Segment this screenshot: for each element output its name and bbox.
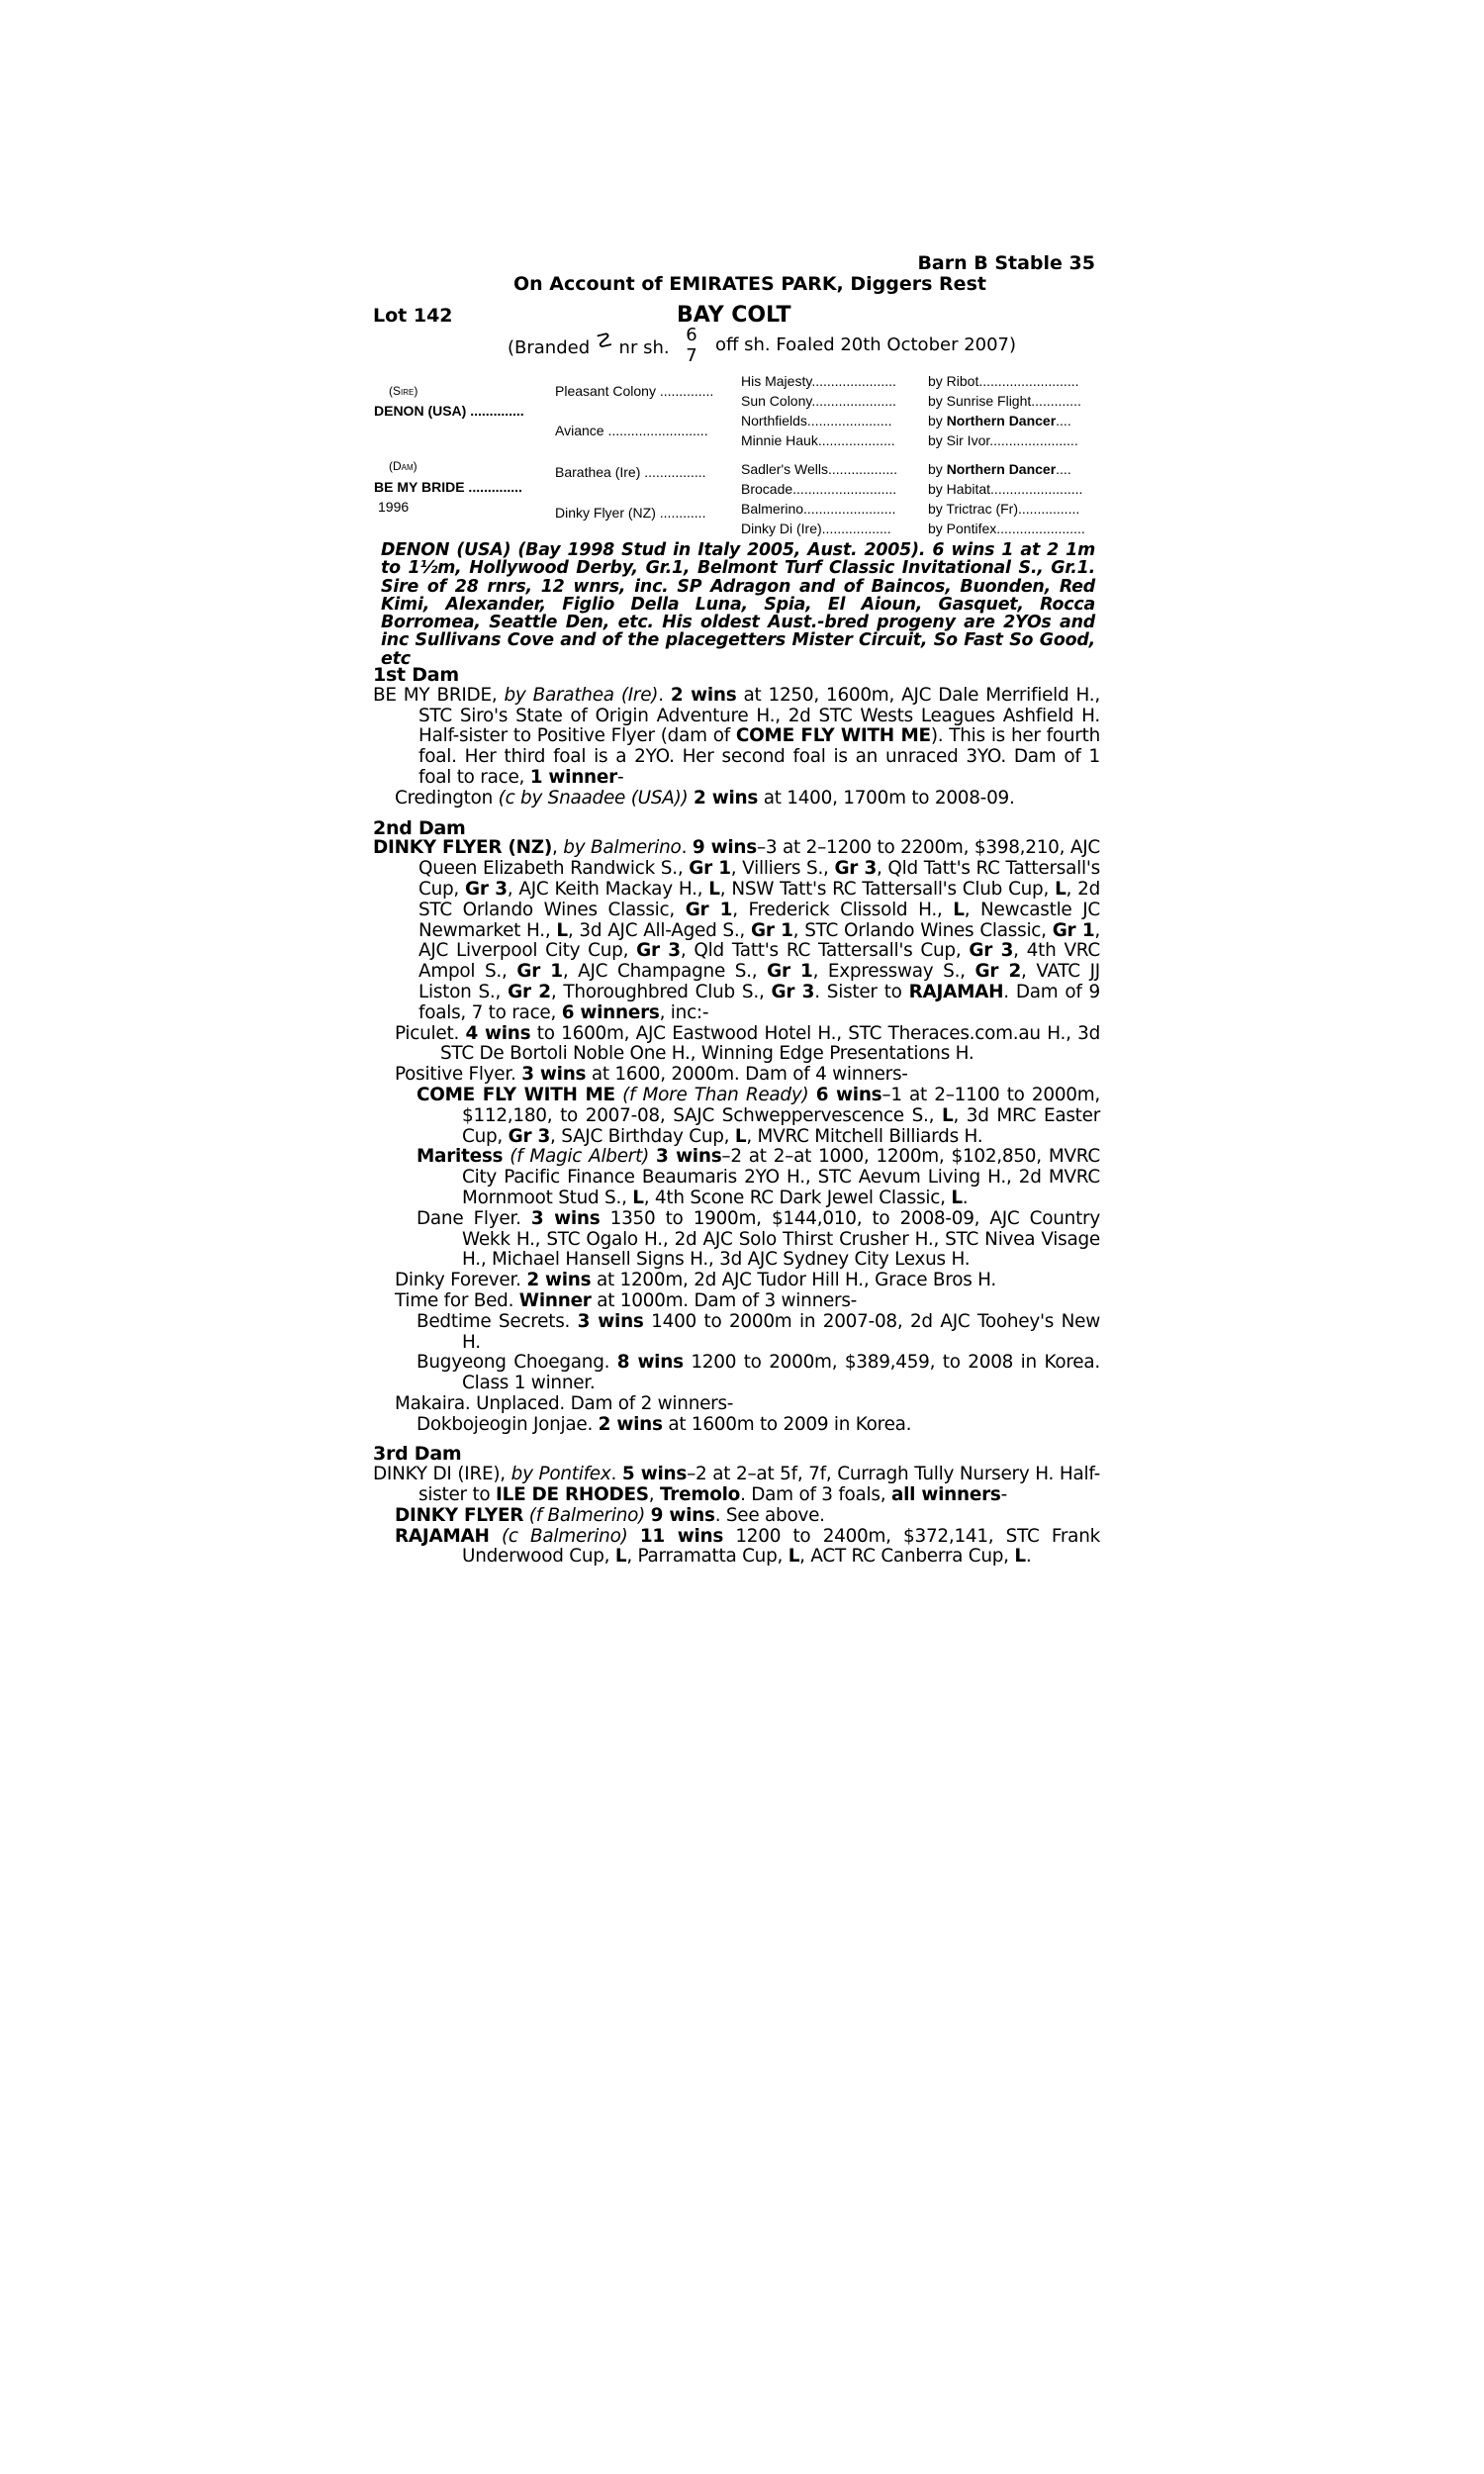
pedigree-g3: Minnie Hauk.................... [741, 432, 895, 448]
progeny-entry: RAJAMAH (c Balmerino) 11 wins 1200 to 2400m, $372,141, STC Frank Underwood Cup, L, Parramatta Cup, L, ACT RC Canberra Cup, L. [395, 1525, 1100, 1568]
pedigree-g2: Aviance .......................... [555, 423, 708, 438]
sire-note: DENON (USA) (Bay 1998 Stud in Italy 2005, Aust. 2005). 6 wins 1 at 2 1m to 1½m, Hollywood Derby, Gr.1, Belmont Turf Classic Invitational S., Gr.1. Sire of 28 rnrs, 12 wnrs, inc. SP Adragon and of Baincos, Buonden, Red Kimi, Alexander, Figlio Della Luna, Spia, El Aioun, Gasquet, Rocca Borromea, Seattle Den, etc. His oldest Aust.-bred progeny are 2YOs and inc Sullivans Cove and of the placegetters Mister Circuit, So Fast So Good, etc [381, 540, 1095, 669]
pedigree-g2: Dinky Flyer (NZ) ............ [555, 505, 706, 521]
pedigree-g4: by Sunrise Flight............. [928, 393, 1081, 409]
pedigree-g2: Barathea (Ire) ................ [555, 464, 706, 480]
brand-icon: ☡ [595, 329, 613, 352]
pedigree-g3: Balmerino........................ [741, 501, 896, 517]
progeny-entry: Bugyeong Choegang. 8 wins 1200 to 2000m, $389,459, to 2008 in Korea. Class 1 winner. [417, 1352, 1100, 1394]
brand-line [508, 329, 670, 358]
progeny-entry: Dokbojeogin Jonjae. 2 wins at 1600m to 2009 in Korea. [417, 1413, 912, 1435]
section-heading: 1st Dam [373, 664, 459, 686]
brand-mid: nr sh. [618, 337, 670, 358]
dam-year: 1996 [378, 499, 410, 515]
pedigree-g4: by Northern Dancer.... [928, 461, 1071, 477]
dam-entry: DINKY FLYER (NZ), by Balmerino. 9 wins–3 at 2–1200 to 2200m, $398,210, AJC Queen Elizabeth Randwick S., Gr 1, Villiers S., Gr 3, Qld Tatt's RC Tattersall's Cup, Gr 3, AJC Keith Mackay H., L, NSW Tatt's RC Tattersall's Club Cup, L, 2d STC Orlando Wines Classic, Gr 1, Frederick Clissold H., L, Newcastle JC Newmarket H., L, 3d AJC All-Aged S., Gr 1, STC Orlando Wines Classic, Gr 1, AJC Liverpool City Cup, Gr 3, Qld Tatt's RC Tattersall's Cup, Gr 3, 4th VRC Ampol S., Gr 1, AJC Champagne S., Gr 1, Expressway S., Gr 2, VATC JJ Liston S., Gr 2, Thoroughbred Club S., Gr 3. Sister to RAJAMAH. Dam of 9 foals, 7 to race, 6 winners, inc:- [373, 837, 1101, 1023]
pedigree-g4: by Sir Ivor....................... [928, 432, 1078, 448]
progeny-entry: DINKY FLYER (f Balmerino) 9 wins. See above. [395, 1504, 825, 1526]
pedigree-g3: Sun Colony...................... [741, 393, 896, 409]
section-heading: 2nd Dam [373, 816, 466, 839]
progeny-entry: Credington (c by Snaadee (USA)) 2 wins at 1400, 1700m to 2008-09. [395, 787, 1015, 809]
brand-suffix: off sh. Foaled 20th October 2007) [715, 334, 1017, 355]
progeny-entry: Piculet. 4 wins to 1600m, AJC Eastwood Hotel H., STC Theraces.com.au H., 3d STC De Bortoli Noble One H., Winning Edge Presentations H. [395, 1022, 1101, 1065]
lot-number: Lot 142 [373, 305, 453, 327]
pedigree-g4: by Habitat........................ [928, 481, 1083, 497]
progeny-entry: Time for Bed. Winner at 1000m. Dam of 3 winners- [395, 1289, 858, 1311]
progeny-entry: Dinky Forever. 2 wins at 1200m, 2d AJC Tudor Hill H., Grace Bros H. [395, 1270, 996, 1291]
section-heading: 3rd Dam [373, 1443, 462, 1466]
sire-name: DENON (USA) .............. [374, 403, 524, 419]
progeny-entry: Bedtime Secrets. 3 wins 1400 to 2000m in 2007-08, 2d AJC Toohey's New H. [417, 1310, 1100, 1353]
pedigree-g4: by Pontifex....................... [928, 521, 1085, 536]
dam-name: BE MY BRIDE .............. [374, 479, 522, 495]
progeny-entry: Dane Flyer. 3 wins 1350 to 1900m, $144,010, to 2008-09, AJC Country Wekk H., STC Ogalo H., 2d AJC Solo Thirst Crusher H., STC Nivea Visage H., Michael Hansell Signs H., 3d AJC Sydney City Lexus H. [417, 1207, 1100, 1271]
dam-entry: BE MY BRIDE, by Barathea (Ire). 2 wins at 1250, 1600m, AJC Dale Merrifield H., STC Siro's State of Origin Adventure H., 2d STC Wests Leagues Ashfield H. Half-sister to Positive Flyer (dam of COME FLY WITH ME). This is her fourth foal. Her third foal is a 2YO. Her second foal is an unraced 3YO. Dam of 1 foal to race, 1 winner- [373, 684, 1100, 788]
pedigree-g4: by Northern Dancer.... [928, 413, 1071, 428]
dam-label: (Dam) [389, 459, 417, 473]
barn-stable: Barn B Stable 35 [917, 252, 1095, 274]
vendor-account: On Account of EMIRATES PARK, Diggers Rest [513, 273, 986, 295]
lot-title: BAY COLT [677, 303, 791, 328]
brand-fraction-top: 6 [686, 325, 697, 345]
pedigree-g3: His Majesty...................... [741, 373, 896, 389]
pedigree-g3: Northfields...................... [741, 413, 892, 428]
sire-label: (Sire) [389, 384, 418, 398]
pedigree-g3: Sadler's Wells.................. [741, 461, 898, 477]
brand-fraction-bottom: 7 [686, 345, 697, 366]
pedigree-g3: Dinky Di (Ire).................. [741, 521, 891, 536]
dam-details [373, 658, 1100, 1568]
dam-entry: DINKY DI (IRE), by Pontifex. 5 wins–2 at 2–at 5f, 7f, Curragh Tully Nursery H. Half-sister to ILE DE RHODES, Tremolo. Dam of 3 foals, all winners- [373, 1464, 1100, 1506]
progeny-entry: Makaira. Unplaced. Dam of 2 winners- [395, 1392, 734, 1414]
pedigree-g4: by Ribot.......................... [928, 373, 1079, 389]
progeny-entry: Positive Flyer. 3 wins at 1600, 2000m. Dam of 4 winners- [395, 1064, 908, 1086]
progeny-entry: COME FLY WITH ME (f More Than Ready) 6 wins–1 at 2–1100 to 2000m, $112,180, to 2007-08, SAJC Schweppervescence S., L, 3d MRC Easter Cup, Gr 3, SAJC Birthday Cup, L, MVRC Mitchell Billiards H. [417, 1084, 1101, 1147]
pedigree-g4: by Trictrac (Fr)................ [928, 501, 1080, 517]
pedigree-g3: Brocade........................... [741, 481, 897, 497]
progeny-entry: Maritess (f Magic Albert) 3 wins–2 at 2–at 1000, 1200m, $102,850, MVRC City Pacific Finance Beaumaris 2YO H., STC Aevum Living H., 2d MVRC Mornmoot Stud S., L, 4th Scone RC Dark Jewel Classic, L. [417, 1146, 1100, 1208]
pedigree-g2: Pleasant Colony .............. [555, 383, 714, 399]
brand-prefix: (Branded [508, 337, 591, 358]
